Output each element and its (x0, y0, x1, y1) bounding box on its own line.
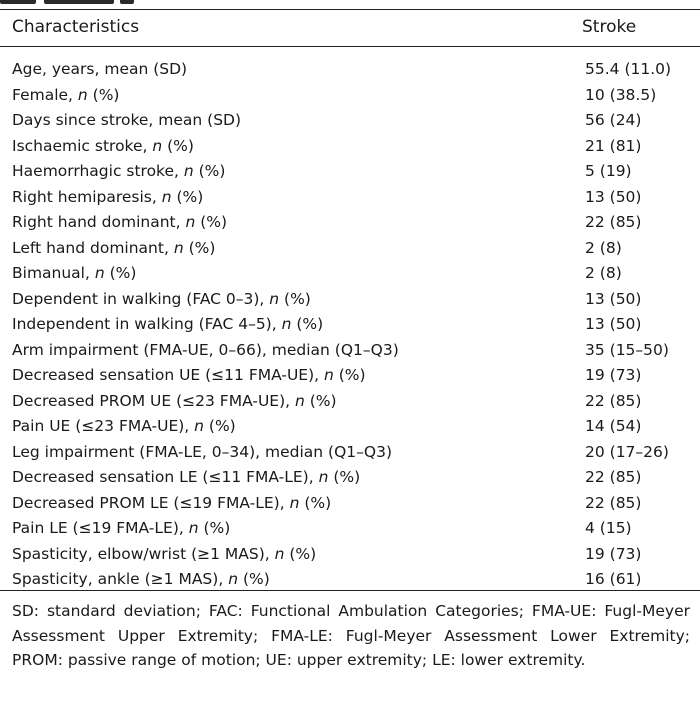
row-label (12, 57, 187, 83)
row-label-n: n (194, 417, 204, 435)
header-characteristics: Characteristics (12, 17, 140, 37)
table-row (0, 83, 700, 109)
table-row (0, 516, 700, 542)
row-label (12, 338, 399, 364)
row-value: 22 (85) (585, 213, 642, 231)
row-value: 55.4 (11.0) (585, 60, 672, 78)
row-label-suffix: (%) (183, 238, 216, 257)
table-row (0, 312, 700, 338)
row-label-text: Spasticity, ankle (≥1 MAS), (12, 570, 229, 588)
row-value: 19 (73) (585, 366, 642, 384)
table-row (0, 108, 700, 134)
table-row (0, 57, 700, 83)
cropped-title-remnant (0, 0, 700, 8)
row-label-text: Age, years, mean (SD) (12, 60, 188, 78)
row-value: 16 (61) (585, 570, 642, 588)
table-body (0, 57, 700, 593)
table-row (0, 542, 700, 568)
row-label-n: n (269, 289, 280, 308)
row-value: 13 (50) (585, 187, 642, 206)
row-label-n: n (228, 570, 239, 588)
table-row (0, 185, 700, 211)
row-label-text: Spasticity, elbow/wrist (≥1 MAS), (12, 544, 275, 563)
row-label-suffix: (%) (291, 315, 324, 333)
row-value: 10 (38.5) (585, 85, 657, 104)
table-row (0, 465, 700, 491)
table-row (0, 389, 700, 415)
row-label-suffix: (%) (328, 468, 361, 486)
row-label-suffix: (%) (171, 187, 204, 206)
row-label-n: n (318, 468, 329, 486)
row-value: 22 (85) (585, 493, 642, 512)
row-value: 5 (19) (585, 162, 632, 180)
row-label-text: Ischaemic stroke, (12, 136, 153, 155)
row-label (12, 236, 215, 262)
row-label-text: Days since stroke, mean (SD) (12, 111, 242, 129)
table-row (0, 338, 700, 364)
row-label (12, 389, 337, 415)
row-label-text: Decreased PROM LE (≤19 FMA-LE), (12, 493, 290, 512)
row-label-text: Bimanual, (12, 264, 95, 282)
row-label (12, 312, 323, 338)
row-label-text: Right hemiparesis, (12, 187, 162, 206)
row-value: 22 (85) (585, 391, 642, 410)
row-label-n: n (324, 366, 334, 384)
row-label-suffix: (%) (203, 417, 236, 435)
row-label (12, 567, 270, 593)
row-label-text: Pain UE (≤23 FMA-UE), (12, 417, 195, 435)
row-label-suffix: (%) (198, 519, 231, 537)
row-label-n: n (77, 85, 88, 104)
row-label-suffix: (%) (193, 162, 226, 180)
table-row (0, 210, 700, 236)
row-label (12, 287, 311, 313)
table-row (0, 287, 700, 313)
row-label-n: n (188, 519, 199, 537)
row-label (12, 210, 227, 236)
row-label (12, 83, 119, 109)
row-value: 20 (17–26) (585, 442, 669, 461)
row-label (12, 516, 230, 542)
row-label-text: Leg impairment (FMA-LE, 0–34), median (Q1–Q3) (12, 442, 392, 461)
row-label-suffix: (%) (284, 544, 317, 563)
row-value: 19 (73) (585, 544, 642, 563)
row-label-n: n (274, 544, 285, 563)
row-label-n: n (281, 315, 292, 333)
row-label (12, 261, 136, 287)
table-row (0, 440, 700, 466)
table-row (0, 159, 700, 185)
row-label (12, 363, 366, 389)
row-label-suffix: (%) (299, 493, 332, 512)
table-row (0, 567, 700, 593)
row-label-n: n (183, 162, 194, 180)
row-value: 22 (85) (585, 468, 642, 486)
row-label-suffix: (%) (195, 213, 228, 231)
row-value: 56 (24) (585, 111, 642, 129)
table-row (0, 236, 700, 262)
table-row (0, 414, 700, 440)
table-bottom-rule (0, 590, 700, 591)
row-label (12, 440, 392, 466)
row-label (12, 465, 360, 491)
row-value: 4 (15) (585, 519, 632, 537)
row-value: 14 (54) (585, 417, 642, 435)
row-label (12, 159, 225, 185)
row-label-text: Decreased sensation UE (≤11 FMA-UE), (12, 366, 324, 384)
row-label-n: n (173, 238, 184, 257)
row-label (12, 542, 316, 568)
row-label-n: n (152, 136, 163, 155)
row-label-text: Left hand dominant, (12, 238, 174, 257)
row-label-text: Haemorrhagic stroke, (12, 162, 184, 180)
row-label (12, 414, 236, 440)
row-label-text: Pain LE (≤19 FMA-LE), (12, 519, 189, 537)
row-label-suffix: (%) (104, 264, 137, 282)
row-value: 35 (15–50) (585, 340, 669, 359)
row-label (12, 185, 203, 211)
table-row (0, 363, 700, 389)
row-label-suffix: (%) (87, 85, 120, 104)
row-label (12, 108, 241, 134)
row-value: 13 (50) (585, 315, 642, 333)
row-label-n: n (295, 391, 305, 410)
table-header-rule (0, 46, 700, 47)
row-value: 2 (8) (585, 264, 622, 282)
row-label-text: Decreased sensation LE (≤11 FMA-LE), (12, 468, 319, 486)
row-label-n: n (289, 493, 300, 512)
row-label-text: Decreased PROM UE (≤23 FMA-UE), (12, 391, 295, 410)
table-row (0, 134, 700, 160)
row-label-suffix: (%) (304, 391, 337, 410)
row-label-text: Right hand dominant, (12, 213, 186, 231)
row-label-suffix: (%) (279, 289, 311, 308)
table-header (0, 10, 700, 46)
row-label-text: Dependent in walking (FAC 0–3), (12, 289, 270, 308)
row-label-suffix: (%) (238, 570, 270, 588)
table-row (0, 261, 700, 287)
table-footnote: SD: standard deviation; FAC: Functional Ambulation Categories; FMA-UE: Fugl-Meyer Assessment Upper Extremity; FMA-LE: Fugl-Meyer Assessment Lower Extremity; PROM: passive range of motion; UE: upper extremity; LE: lower extremity. (12, 602, 690, 669)
row-label-n: n (161, 187, 172, 206)
row-value: 13 (50) (585, 289, 642, 308)
table-row (0, 491, 700, 517)
row-label-text: Arm impairment (FMA-UE, 0–66), median (Q1–Q3) (12, 340, 399, 359)
row-label (12, 491, 331, 517)
row-label (12, 134, 194, 160)
row-value: 21 (81) (585, 136, 642, 155)
row-label-suffix: (%) (162, 136, 194, 155)
row-value: 2 (8) (585, 238, 622, 257)
header-stroke: Stroke (582, 17, 637, 37)
row-label-n: n (94, 264, 105, 282)
row-label-suffix: (%) (333, 366, 366, 384)
row-label-text: Independent in walking (FAC 4–5), (12, 315, 282, 333)
row-label-text: Female, (12, 85, 78, 104)
row-label-n: n (185, 213, 196, 231)
